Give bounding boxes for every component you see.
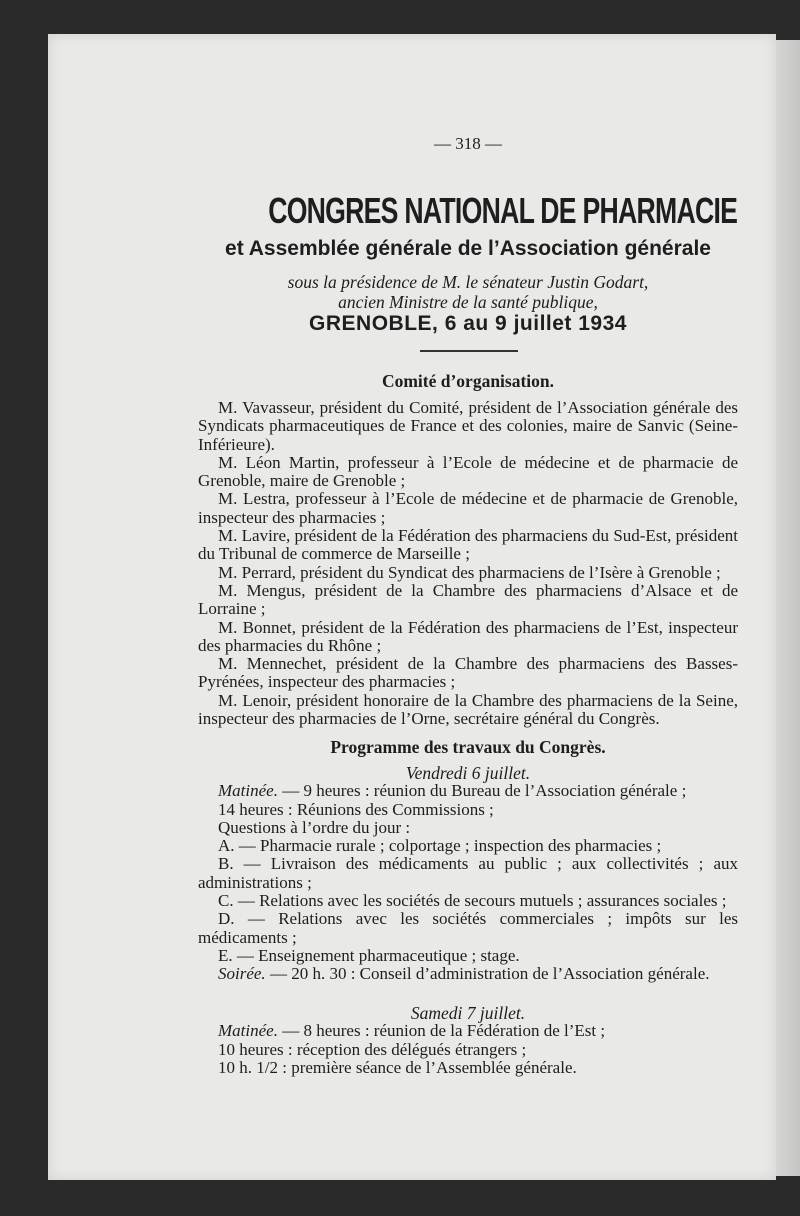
page-number: — 318 — <box>434 134 502 153</box>
day-1-line: 14 heures : Réunions des Commissions ; <box>218 799 494 819</box>
agenda-item: C. — Relations avec les sociétés de secours mutuels ; assurances sociales ; <box>218 891 727 911</box>
day-1-matinee <box>198 782 738 800</box>
committee-member: M. Perrard, président du Syndicat des pharmaciens de l’Isère à Grenoble ; <box>218 562 721 582</box>
committee-member: M. Lavire, président de la Fédération des pharmaciens du Sud-Est, président du Tribunal de commerce de Marseille ; <box>198 526 738 564</box>
programme-heading: Programme des travaux du Congrès. <box>330 737 606 757</box>
committee-member: M. Mengus, président de la Chambre des pharmaciens d’Alsace et de Lorraine ; <box>198 580 738 619</box>
day-1-soiree <box>198 965 738 983</box>
day-1-line: Questions à l’ordre du jour : <box>218 817 411 837</box>
agenda-item: B. — Livraison des médicaments au public ; aux collectivités ; aux administrations ; <box>198 854 738 892</box>
matinee-text: — 8 heures : réunion de la Fédération de l’Est ; <box>277 1021 606 1041</box>
committee-member: M. Lenoir, président honoraire de la Chambre des pharmaciens de la Seine, inspecteur des pharmacies de l’Orne, secrétaire général du Congrès. <box>198 690 738 729</box>
committee-member: M. Mennechet, président de la Chambre des pharmaciens des Basses-Pyrénées, inspecteur des pharmacies ; <box>198 654 738 692</box>
soiree-label: Soirée. <box>218 964 266 984</box>
matinee-label: Matinée. <box>218 781 278 801</box>
committee-list <box>198 399 738 728</box>
title-divider <box>420 350 518 352</box>
day-2-line: 10 heures : réception des délégués étrangers ; <box>218 1039 527 1059</box>
presidency-line-1: sous la présidence de M. le sénateur Justin Godart, <box>287 272 649 292</box>
committee-heading: Comité d’organisation. <box>381 371 555 391</box>
committee-member: M. Léon Martin, professeur à l’Ecole de médecine et de pharmacie de Grenoble, maire de Grenoble ; <box>198 452 738 491</box>
agenda-item: A. — Pharmacie rurale ; colportage ; inspection des pharmacies ; <box>218 836 662 856</box>
committee-member: M. Lestra, professeur à l’Ecole de médecine et de pharmacie de Grenoble, inspecteur des pharmacies ; <box>198 489 738 527</box>
matinee-text: — 9 heures : réunion du Bureau de l’Association générale ; <box>277 781 687 801</box>
day-2-title: Samedi 7 juillet. <box>410 1003 526 1023</box>
day-2-matinee <box>198 1022 738 1040</box>
next-page-edge <box>776 40 800 1176</box>
agenda-item: E. — Enseignement pharmaceutique ; stage. <box>218 945 520 965</box>
day-1-title: Vendredi 6 juillet. <box>405 763 531 783</box>
congress-title: CONGRES NATIONAL DE PHARMACIE <box>268 190 738 231</box>
committee-member: M. Bonnet, président de la Fédération des pharmaciens de l’Est, inspecteur des pharmacies du Rhône ; <box>198 617 738 655</box>
presidency-note <box>198 272 738 312</box>
committee-member: M. Vavasseur, président du Comité, président de l’Association générale des Syndicats pharmaceutiques de France et des colonies, maire de Sanvic (Seine-Inférieure). <box>198 398 738 454</box>
matinee-label: Matinée. <box>218 1021 278 1041</box>
location-date: GRENOBLE, 6 au 9 juillet 1934 <box>309 312 627 335</box>
programme-day-2 <box>198 1004 738 1077</box>
document-page <box>48 34 776 1180</box>
soiree-text: — 20 h. 30 : Conseil d’administration de l’Association générale. <box>265 964 710 984</box>
day-2-line: 10 h. 1/2 : première séance de l’Assemblée générale. <box>218 1057 577 1077</box>
agenda-item: D. — Relations avec les sociétés commerciales ; impôts sur les médicaments ; <box>198 909 738 947</box>
presidency-line-2: ancien Ministre de la santé publique, <box>338 292 598 312</box>
congress-subtitle: et Assemblée générale de l’Association générale <box>225 237 711 260</box>
programme-day-1 <box>198 764 738 984</box>
